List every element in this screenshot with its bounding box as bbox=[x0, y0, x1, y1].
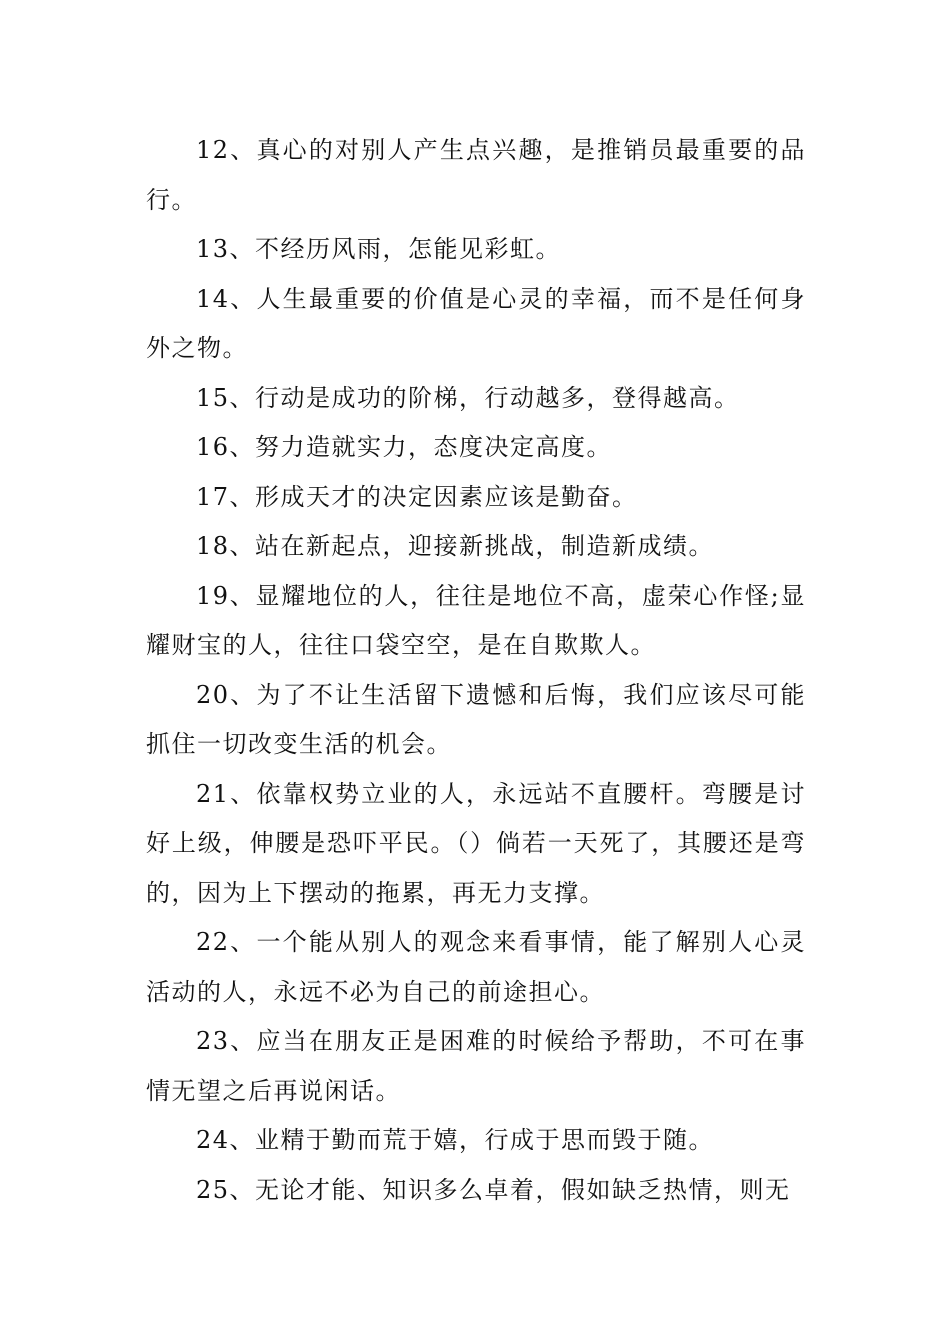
paragraph-24: 24、业精于勤而荒于嬉，行成于思而毁于随。 bbox=[196, 1126, 715, 1154]
paragraph-21: 21、依靠权势立业的人，永远站不直腰杆。弯腰是讨好上级，伸腰是恐吓平民。（）倘若一天死了，其腰还是弯的，因为上下摆动的拖累，再无力支撑。 bbox=[146, 779, 806, 907]
paragraph-14: 14、人生最重要的价值是心灵的幸福，而不是任何身外之物。 bbox=[146, 284, 806, 362]
paragraph-16: 16、努力造就实力，态度决定高度。 bbox=[196, 433, 613, 461]
paragraph-23: 23、应当在朋友正是困难的时候给予帮助，不可在事情无望之后再说闲话。 bbox=[146, 1027, 806, 1105]
paragraph-20: 20、为了不让生活留下遗憾和后悔，我们应该尽可能抓住一切改变生活的机会。 bbox=[146, 680, 806, 758]
paragraph-12: 12、真心的对别人产生点兴趣，是推销员最重要的品行。 bbox=[146, 136, 806, 214]
paragraph-22: 22、一个能从别人的观念来看事情，能了解别人心灵活动的人，永远不必为自己的前途担心。 bbox=[146, 928, 806, 1006]
paragraph-17: 17、形成天才的决定因素应该是勤奋。 bbox=[196, 482, 638, 511]
paragraph-25: 25、无论才能、知识多么卓着，假如缺乏热情，则无 bbox=[196, 1175, 791, 1204]
paragraph-15: 15、行动是成功的阶梯，行动越多，登得越高。 bbox=[196, 383, 740, 412]
document-body bbox=[146, 126, 806, 1215]
paragraph-19: 19、显耀地位的人，往往是地位不高，虚荣心作怪;显耀财宝的人，往往口袋空空，是在自欺欺人。 bbox=[146, 581, 806, 659]
paragraph-18: 18、站在新起点，迎接新挑战，制造新成绩。 bbox=[196, 532, 715, 560]
paragraph-13: 13、不经历风雨，怎能见彩虹。 bbox=[196, 235, 562, 263]
